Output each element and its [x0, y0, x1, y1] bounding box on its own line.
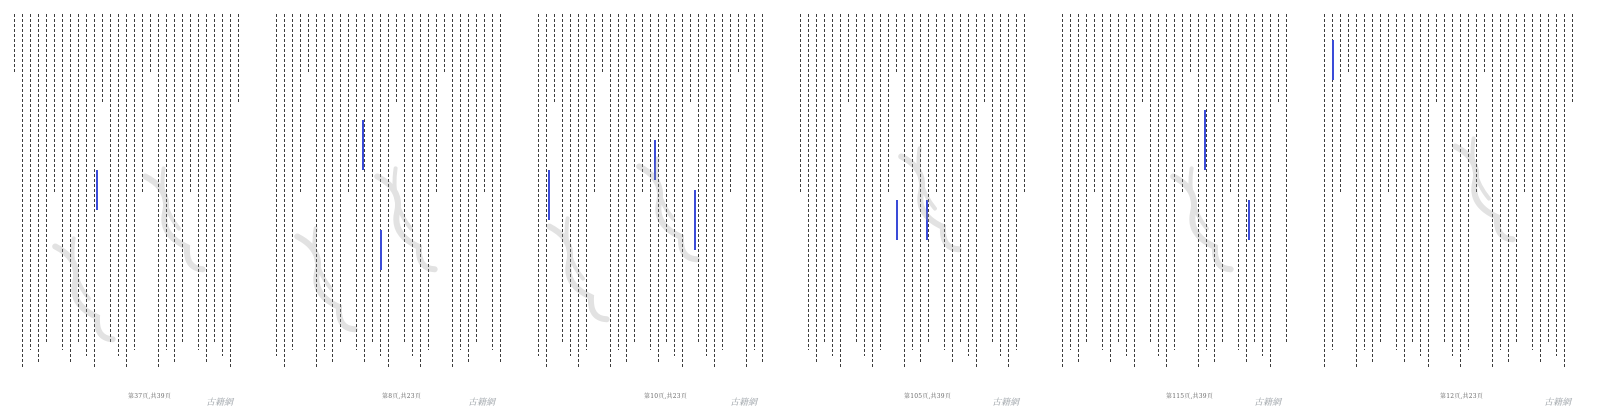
seal-watermark — [365, 156, 446, 284]
text-column — [824, 14, 825, 344]
text-column — [1024, 14, 1025, 194]
seal-watermark — [133, 156, 214, 284]
text-column — [1134, 14, 1135, 368]
text-column — [698, 14, 699, 344]
text-column — [118, 14, 119, 356]
text-column — [864, 14, 865, 356]
text-column — [1086, 14, 1087, 344]
text-column — [1420, 14, 1421, 356]
text-column — [1078, 14, 1079, 362]
text-column — [1262, 14, 1263, 356]
text-column — [1118, 14, 1119, 344]
text-column — [452, 14, 453, 368]
text-column — [1016, 14, 1017, 350]
document-page — [786, 0, 1049, 416]
text-column — [126, 14, 127, 368]
text-column — [1142, 14, 1143, 104]
text-column — [618, 14, 619, 350]
text-column — [888, 14, 889, 194]
text-column — [1062, 14, 1063, 368]
document-page — [262, 0, 525, 416]
text-column — [1540, 14, 1541, 362]
text-column — [968, 14, 969, 356]
text-column — [284, 14, 285, 368]
text-column — [38, 14, 39, 362]
text-column — [1428, 14, 1429, 368]
text-column — [1070, 14, 1071, 350]
text-column — [746, 14, 747, 368]
page-number: 第10頁,共23頁 — [644, 393, 687, 400]
text-column — [1412, 14, 1413, 344]
text-column — [1238, 14, 1239, 350]
text-column — [848, 14, 849, 104]
text-column — [690, 14, 691, 104]
text-column — [476, 14, 477, 344]
page-number: 第12頁,共23頁 — [1440, 393, 1483, 400]
text-column — [1564, 14, 1565, 368]
text-column — [292, 14, 293, 350]
highlighted-heading — [896, 200, 898, 240]
text-column — [1230, 14, 1231, 194]
page-number: 第115頁,共39頁 — [1166, 393, 1213, 400]
text-column — [206, 14, 207, 362]
text-column — [1532, 14, 1533, 350]
text-column — [738, 14, 739, 74]
text-column — [626, 14, 627, 362]
text-column — [1126, 14, 1127, 356]
text-column — [1356, 14, 1357, 368]
brand-watermark: 古籍網 — [1544, 398, 1572, 408]
highlighted-heading — [380, 230, 382, 270]
page-number: 第105頁,共39頁 — [904, 393, 951, 400]
text-column — [364, 14, 365, 362]
text-column — [714, 14, 715, 368]
text-column — [276, 14, 277, 356]
text-column — [1556, 14, 1557, 356]
text-column — [538, 14, 539, 356]
text-column — [460, 14, 461, 350]
text-column — [1364, 14, 1365, 350]
text-column — [54, 14, 55, 194]
document-page — [1310, 0, 1600, 416]
text-column — [1516, 14, 1517, 344]
text-column — [1444, 14, 1445, 344]
seal-watermark — [889, 136, 970, 264]
text-column — [428, 14, 429, 350]
text-column — [1000, 14, 1001, 356]
text-column — [46, 14, 47, 344]
text-column — [1436, 14, 1437, 104]
text-column — [396, 14, 397, 104]
text-column — [1324, 14, 1325, 368]
document-page — [0, 0, 263, 416]
text-column — [1388, 14, 1389, 194]
text-column — [1222, 14, 1223, 344]
text-column — [602, 14, 603, 74]
text-column — [730, 14, 731, 194]
text-column — [492, 14, 493, 350]
text-column — [1254, 14, 1255, 344]
text-column — [14, 14, 15, 74]
text-column — [356, 14, 357, 350]
text-column — [222, 14, 223, 356]
text-column — [1404, 14, 1405, 362]
text-column — [832, 14, 833, 356]
text-column — [896, 14, 897, 74]
text-column — [800, 14, 801, 194]
text-column — [1246, 14, 1247, 362]
text-column — [190, 14, 191, 194]
text-column — [840, 14, 841, 368]
page-number: 第37頁,共39頁 — [128, 393, 171, 400]
text-column — [960, 14, 961, 344]
highlighted-heading — [1332, 40, 1334, 80]
text-column — [1270, 14, 1271, 368]
text-column — [722, 14, 723, 350]
document-page — [1048, 0, 1311, 416]
text-column — [1150, 14, 1151, 344]
brand-watermark: 古籍網 — [468, 398, 496, 408]
highlighted-heading — [1248, 200, 1250, 240]
text-column — [754, 14, 755, 350]
seal-watermark — [537, 206, 618, 334]
seal-watermark — [1443, 126, 1524, 254]
text-column — [992, 14, 993, 344]
text-column — [1158, 14, 1159, 356]
text-column — [808, 14, 809, 350]
text-column — [880, 14, 881, 350]
page-number: 第8頁,共23頁 — [382, 393, 421, 400]
text-column — [436, 14, 437, 194]
text-column — [1190, 14, 1191, 74]
seal-watermark — [285, 216, 366, 344]
text-column — [484, 14, 485, 194]
highlighted-heading — [548, 170, 550, 220]
text-column — [554, 14, 555, 104]
text-column — [816, 14, 817, 362]
text-column — [1452, 14, 1453, 356]
text-column — [856, 14, 857, 344]
text-column — [1008, 14, 1009, 368]
text-column — [214, 14, 215, 344]
text-column — [30, 14, 31, 350]
text-column — [1572, 14, 1573, 104]
text-column — [238, 14, 239, 104]
text-column — [1508, 14, 1509, 362]
text-column — [594, 14, 595, 194]
text-column — [1348, 14, 1349, 74]
brand-watermark: 古籍網 — [206, 398, 234, 408]
text-column — [1286, 14, 1287, 344]
text-column — [1548, 14, 1549, 344]
text-column — [1484, 14, 1485, 74]
text-column — [300, 14, 301, 194]
brand-watermark: 古籍網 — [1254, 398, 1282, 408]
text-column — [1340, 14, 1341, 194]
text-column — [1102, 14, 1103, 350]
brand-watermark: 古籍網 — [730, 398, 758, 408]
highlighted-heading — [362, 120, 364, 170]
text-column — [444, 14, 445, 74]
text-column — [1380, 14, 1381, 344]
text-column — [348, 14, 349, 194]
document-page — [524, 0, 787, 416]
text-column — [1110, 14, 1111, 362]
text-column — [762, 14, 763, 362]
highlighted-heading — [96, 170, 98, 210]
text-column — [110, 14, 111, 344]
brand-watermark: 古籍網 — [992, 398, 1020, 408]
text-column — [976, 14, 977, 368]
text-column — [102, 14, 103, 104]
text-column — [500, 14, 501, 362]
text-column — [420, 14, 421, 368]
text-column — [1396, 14, 1397, 350]
text-column — [150, 14, 151, 74]
text-column — [134, 14, 135, 350]
text-column — [230, 14, 231, 368]
text-column — [546, 14, 547, 368]
text-column — [984, 14, 985, 104]
text-column — [1372, 14, 1373, 362]
text-column — [468, 14, 469, 362]
text-column — [22, 14, 23, 368]
text-column — [1524, 14, 1525, 194]
text-column — [706, 14, 707, 356]
text-column — [308, 14, 309, 74]
text-column — [1094, 14, 1095, 194]
seal-watermark — [43, 226, 124, 354]
text-column — [198, 14, 199, 350]
text-column — [872, 14, 873, 368]
text-column — [952, 14, 953, 362]
text-column — [1278, 14, 1279, 104]
